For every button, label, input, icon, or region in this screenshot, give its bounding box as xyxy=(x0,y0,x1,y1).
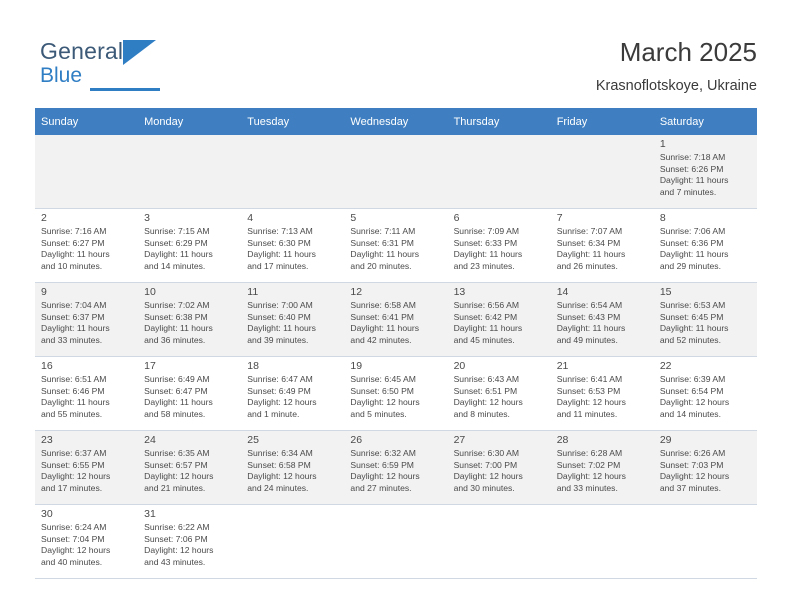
day-info-line: Daylight: 11 hours xyxy=(556,323,626,334)
day-info-line: Sunrise: 7:09 AM xyxy=(453,226,520,236)
day-info-line: Daylight: 12 hours xyxy=(144,471,214,482)
day-info-line: Sunrise: 6:35 AM xyxy=(144,448,210,458)
day-sun-info xyxy=(41,522,134,568)
day-number: 28 xyxy=(556,434,569,446)
day-info-line: Sunset: 6:50 PM xyxy=(350,385,414,396)
day-info-line: Daylight: 11 hours xyxy=(41,397,110,408)
calendar-day-cell[interactable] xyxy=(448,357,551,431)
day-info-line: and 1 minute. xyxy=(247,408,300,419)
calendar-empty-cell xyxy=(344,505,447,579)
calendar-day-cell[interactable] xyxy=(448,283,551,357)
logo-text-general: General xyxy=(40,38,124,64)
day-info-line: Daylight: 11 hours xyxy=(350,249,420,260)
day-sun-info xyxy=(247,226,340,272)
calendar-empty-cell xyxy=(138,135,241,209)
calendar-day-cell[interactable] xyxy=(35,357,138,431)
day-sun-info xyxy=(660,448,753,494)
day-info-line: and 23 minutes. xyxy=(453,260,515,271)
day-info-line: Daylight: 11 hours xyxy=(659,249,729,260)
day-info-line: and 39 minutes. xyxy=(247,334,309,345)
day-info-line: Daylight: 12 hours xyxy=(453,397,523,408)
day-info-line: and 52 minutes. xyxy=(659,334,721,345)
day-number: 6 xyxy=(453,212,460,224)
day-info-line: Daylight: 11 hours xyxy=(659,323,729,334)
day-sun-info xyxy=(454,226,547,272)
day-info-line: Sunset: 6:49 PM xyxy=(247,385,311,396)
day-info-line: Sunrise: 7:18 AM xyxy=(659,152,726,162)
calendar-day-cell[interactable] xyxy=(448,209,551,283)
calendar-empty-cell xyxy=(35,135,138,209)
day-number: 1 xyxy=(659,138,666,150)
calendar-day-cell[interactable] xyxy=(654,357,757,431)
calendar-empty-cell xyxy=(551,135,654,209)
day-info-line: Sunset: 7:06 PM xyxy=(144,533,208,544)
day-sun-info xyxy=(454,300,547,346)
calendar-day-cell[interactable] xyxy=(654,135,757,209)
day-info-line: and 17 minutes. xyxy=(247,260,309,271)
day-info-line: and 29 minutes. xyxy=(659,260,721,271)
day-number: 25 xyxy=(247,434,259,446)
title-block xyxy=(596,36,757,96)
day-info-line: Sunrise: 6:58 AM xyxy=(350,300,416,310)
day-info-line: and 14 minutes. xyxy=(659,408,721,419)
day-info-line: and 24 minutes. xyxy=(247,482,309,493)
day-info-line: Daylight: 12 hours xyxy=(350,397,420,408)
day-info-line: Sunset: 6:40 PM xyxy=(247,311,311,322)
day-info-line: Sunset: 6:46 PM xyxy=(41,385,105,396)
day-info-line: Daylight: 12 hours xyxy=(41,545,111,556)
day-sun-info xyxy=(247,374,340,420)
calendar-day-cell[interactable] xyxy=(551,283,654,357)
day-number: 11 xyxy=(247,286,259,298)
day-info-line: Sunrise: 6:45 AM xyxy=(350,374,416,384)
calendar-week-row xyxy=(35,135,757,209)
day-info-line: and 14 minutes. xyxy=(144,260,206,271)
day-info-line: Sunrise: 6:24 AM xyxy=(41,522,107,532)
day-info-line: and 43 minutes. xyxy=(144,556,206,567)
day-number: 24 xyxy=(144,434,156,446)
day-info-line: Sunrise: 7:07 AM xyxy=(556,226,623,236)
day-info-line: Sunrise: 6:37 AM xyxy=(41,448,107,458)
location-subtitle: Krasnoflotskoye, Ukraine xyxy=(595,78,757,94)
day-info-line: and 20 minutes. xyxy=(350,260,412,271)
page-title: March 2025 xyxy=(619,37,757,67)
day-info-line: Daylight: 11 hours xyxy=(247,323,316,334)
day-number: 7 xyxy=(556,212,563,224)
day-sun-info xyxy=(144,448,237,494)
weekday-header-friday: Friday xyxy=(551,108,654,135)
day-info-line: Sunrise: 7:15 AM xyxy=(144,226,210,236)
weekday-header-thursday: Thursday xyxy=(448,108,551,135)
day-number: 21 xyxy=(556,360,569,372)
day-info-line: and 8 minutes. xyxy=(453,408,510,419)
day-info-line: Daylight: 12 hours xyxy=(144,545,214,556)
day-sun-info xyxy=(660,226,753,272)
calendar-day-cell[interactable] xyxy=(241,357,344,431)
day-info-line: Sunset: 6:29 PM xyxy=(144,237,208,248)
day-number: 4 xyxy=(247,212,254,224)
calendar-empty-cell xyxy=(448,505,551,579)
day-info-line: Sunrise: 7:04 AM xyxy=(41,300,107,310)
day-info-line: Sunset: 6:57 PM xyxy=(144,459,208,470)
day-number: 2 xyxy=(41,212,47,224)
day-sun-info xyxy=(41,300,134,346)
calendar-day-cell[interactable] xyxy=(35,505,138,579)
calendar-day-cell[interactable] xyxy=(138,283,241,357)
day-sun-info xyxy=(660,300,753,346)
calendar-day-cell[interactable] xyxy=(551,431,654,505)
day-info-line: Daylight: 11 hours xyxy=(453,249,523,260)
day-sun-info xyxy=(557,374,650,420)
day-sun-info xyxy=(41,448,134,494)
day-info-line: Sunset: 6:36 PM xyxy=(659,237,724,248)
calendar-day-cell[interactable] xyxy=(654,209,757,283)
day-info-line: Sunset: 6:53 PM xyxy=(556,385,621,396)
day-info-line: Daylight: 11 hours xyxy=(144,397,213,408)
calendar-day-cell[interactable] xyxy=(35,431,138,505)
day-info-line: Daylight: 11 hours xyxy=(144,323,213,334)
day-number: 10 xyxy=(144,286,156,298)
day-number: 19 xyxy=(350,360,363,372)
calendar-day-cell[interactable] xyxy=(138,209,241,283)
day-info-line: and 27 minutes. xyxy=(350,482,412,493)
day-info-line: Sunset: 6:37 PM xyxy=(41,311,105,322)
day-info-line: Sunrise: 6:54 AM xyxy=(556,300,623,310)
day-info-line: Daylight: 12 hours xyxy=(659,397,730,408)
day-info-line: Sunrise: 6:53 AM xyxy=(659,300,726,310)
logo-underline xyxy=(90,88,160,91)
day-number: 26 xyxy=(350,434,363,446)
day-number: 17 xyxy=(144,360,156,372)
calendar-day-cell[interactable] xyxy=(35,209,138,283)
calendar-day-cell[interactable] xyxy=(241,283,344,357)
calendar-day-cell[interactable] xyxy=(344,283,447,357)
day-sun-info xyxy=(350,448,443,494)
day-sun-info xyxy=(660,152,753,198)
day-info-line: and 49 minutes. xyxy=(556,334,618,345)
calendar-day-cell[interactable] xyxy=(344,431,447,505)
calendar-day-cell[interactable] xyxy=(551,357,654,431)
day-info-line: Daylight: 12 hours xyxy=(556,471,626,482)
calendar-day-cell[interactable] xyxy=(241,209,344,283)
calendar-week-row xyxy=(35,357,757,431)
day-number: 3 xyxy=(144,212,150,224)
day-info-line: Sunset: 6:33 PM xyxy=(453,237,518,248)
day-number: 8 xyxy=(659,212,666,224)
weekday-header-monday: Monday xyxy=(138,108,241,135)
day-sun-info xyxy=(660,374,753,420)
day-info-line: Sunset: 6:34 PM xyxy=(556,237,621,248)
calendar-body xyxy=(35,135,757,579)
day-info-line: Sunrise: 7:16 AM xyxy=(41,226,107,236)
day-info-line: and 5 minutes. xyxy=(350,408,407,419)
calendar-empty-cell xyxy=(448,135,551,209)
day-sun-info xyxy=(557,300,650,346)
day-info-line: and 45 minutes. xyxy=(453,334,515,345)
day-info-line: Sunset: 6:27 PM xyxy=(41,237,105,248)
day-info-line: Daylight: 12 hours xyxy=(453,471,523,482)
day-info-line: Daylight: 12 hours xyxy=(659,471,730,482)
day-info-line: Sunset: 6:26 PM xyxy=(659,163,724,174)
day-info-line: Sunset: 7:04 PM xyxy=(41,533,105,544)
day-info-line: Sunset: 6:59 PM xyxy=(350,459,414,470)
day-info-line: Sunrise: 7:13 AM xyxy=(247,226,313,236)
calendar-week-row xyxy=(35,209,757,283)
day-number: 27 xyxy=(453,434,466,446)
day-info-line: Sunrise: 6:22 AM xyxy=(144,522,210,532)
day-sun-info xyxy=(454,374,547,420)
day-info-line: and 11 minutes. xyxy=(556,408,618,419)
day-info-line: and 33 minutes. xyxy=(41,334,103,345)
day-info-line: Sunset: 6:31 PM xyxy=(350,237,414,248)
day-info-line: Sunrise: 6:26 AM xyxy=(659,448,726,458)
day-info-line: Daylight: 11 hours xyxy=(453,323,523,334)
day-sun-info xyxy=(247,448,340,494)
day-info-line: Sunrise: 7:00 AM xyxy=(247,300,313,310)
day-sun-info xyxy=(350,374,443,420)
day-info-line: Daylight: 12 hours xyxy=(247,397,317,408)
day-sun-info xyxy=(454,448,547,494)
day-info-line: Daylight: 12 hours xyxy=(41,471,111,482)
day-info-line: Daylight: 11 hours xyxy=(144,249,213,260)
day-info-line: and 37 minutes. xyxy=(659,482,721,493)
day-number: 13 xyxy=(453,286,466,298)
day-info-line: and 55 minutes. xyxy=(41,408,103,419)
day-info-line: Daylight: 12 hours xyxy=(247,471,317,482)
calendar-week-row xyxy=(35,431,757,505)
day-info-line: Daylight: 11 hours xyxy=(41,249,110,260)
day-info-line: and 17 minutes. xyxy=(41,482,103,493)
day-sun-info xyxy=(557,226,650,272)
day-info-line: Sunrise: 6:32 AM xyxy=(350,448,416,458)
sunrise-sunset-calendar xyxy=(35,108,757,579)
day-sun-info xyxy=(41,226,134,272)
day-info-line: Sunrise: 6:41 AM xyxy=(556,374,623,384)
day-number: 16 xyxy=(41,360,53,372)
day-info-line: and 33 minutes. xyxy=(556,482,618,493)
page-header xyxy=(35,28,757,96)
calendar-day-cell[interactable] xyxy=(551,209,654,283)
calendar-day-cell[interactable] xyxy=(654,283,757,357)
day-number: 20 xyxy=(453,360,466,372)
day-info-line: Daylight: 11 hours xyxy=(659,175,729,186)
day-info-line: Daylight: 12 hours xyxy=(556,397,626,408)
day-info-line: Daylight: 11 hours xyxy=(41,323,110,334)
day-info-line: Sunrise: 6:30 AM xyxy=(453,448,520,458)
weekday-header-wednesday: Wednesday xyxy=(344,108,447,135)
day-info-line: Sunrise: 7:11 AM xyxy=(350,226,416,236)
day-info-line: Sunset: 6:58 PM xyxy=(247,459,311,470)
day-info-line: Sunrise: 6:43 AM xyxy=(453,374,520,384)
day-number: 31 xyxy=(144,508,156,520)
calendar-day-cell[interactable] xyxy=(344,357,447,431)
calendar-week-row xyxy=(35,283,757,357)
day-info-line: Sunrise: 6:47 AM xyxy=(247,374,313,384)
calendar-day-cell[interactable] xyxy=(138,505,241,579)
day-number: 5 xyxy=(350,212,357,224)
day-info-line: Sunrise: 6:49 AM xyxy=(144,374,210,384)
day-sun-info xyxy=(144,522,237,568)
day-info-line: and 26 minutes. xyxy=(556,260,618,271)
day-number: 9 xyxy=(41,286,47,298)
weekday-header-tuesday: Tuesday xyxy=(241,108,344,135)
day-info-line: and 10 minutes. xyxy=(41,260,103,271)
day-info-line: Sunrise: 6:34 AM xyxy=(247,448,313,458)
calendar-empty-cell xyxy=(551,505,654,579)
day-info-line: Sunset: 6:42 PM xyxy=(453,311,518,322)
calendar-empty-cell xyxy=(241,135,344,209)
day-number: 23 xyxy=(41,434,53,446)
day-info-line: Sunrise: 7:06 AM xyxy=(659,226,726,236)
day-info-line: and 30 minutes. xyxy=(453,482,515,493)
day-info-line: Sunset: 6:38 PM xyxy=(144,311,208,322)
day-info-line: and 58 minutes. xyxy=(144,408,206,419)
calendar-day-cell[interactable] xyxy=(241,431,344,505)
day-number: 30 xyxy=(41,508,53,520)
day-info-line: Sunrise: 7:02 AM xyxy=(144,300,210,310)
logo-text-blue: Blue xyxy=(40,64,83,87)
day-sun-info xyxy=(557,448,650,494)
day-sun-info xyxy=(350,226,443,272)
day-info-line: Sunset: 7:02 PM xyxy=(556,459,621,470)
day-info-line: and 7 minutes. xyxy=(659,186,717,197)
day-info-line: Sunset: 6:30 PM xyxy=(247,237,311,248)
day-info-line: and 42 minutes. xyxy=(350,334,412,345)
day-info-line: Sunset: 6:45 PM xyxy=(659,311,724,322)
day-info-line: Sunset: 6:51 PM xyxy=(453,385,518,396)
day-sun-info xyxy=(41,374,134,420)
calendar-day-cell[interactable] xyxy=(138,357,241,431)
weekday-header-sunday: Sunday xyxy=(35,108,138,135)
general-blue-logo xyxy=(40,40,260,96)
day-info-line: Daylight: 11 hours xyxy=(556,249,626,260)
calendar-day-cell[interactable] xyxy=(654,431,757,505)
day-info-line: Sunrise: 6:28 AM xyxy=(556,448,623,458)
day-number: 22 xyxy=(659,360,672,372)
day-number: 15 xyxy=(659,286,672,298)
day-info-line: and 40 minutes. xyxy=(41,556,103,567)
day-info-line: Daylight: 12 hours xyxy=(350,471,420,482)
day-sun-info xyxy=(247,300,340,346)
weekday-header-row xyxy=(35,108,757,135)
day-info-line: Sunset: 6:47 PM xyxy=(144,385,208,396)
day-info-line: Sunset: 7:00 PM xyxy=(453,459,518,470)
weekday-header-saturday: Saturday xyxy=(654,108,757,135)
day-info-line: Daylight: 11 hours xyxy=(247,249,316,260)
day-info-line: Sunrise: 6:39 AM xyxy=(659,374,726,384)
calendar-empty-cell xyxy=(344,135,447,209)
calendar-day-cell[interactable] xyxy=(35,283,138,357)
day-info-line: Sunset: 6:54 PM xyxy=(659,385,724,396)
day-info-line: Sunset: 6:55 PM xyxy=(41,459,105,470)
day-info-line: and 36 minutes. xyxy=(144,334,206,345)
day-number: 12 xyxy=(350,286,363,298)
day-info-line: Sunset: 6:43 PM xyxy=(556,311,621,322)
day-number: 14 xyxy=(556,286,569,298)
day-sun-info xyxy=(144,300,237,346)
day-info-line: Sunrise: 6:56 AM xyxy=(453,300,520,310)
calendar-empty-cell xyxy=(241,505,344,579)
day-number: 18 xyxy=(247,360,259,372)
day-number: 29 xyxy=(659,434,672,446)
logo-triangle-icon xyxy=(123,40,156,65)
day-sun-info xyxy=(144,226,237,272)
calendar-week-row xyxy=(35,505,757,579)
day-info-line: Sunrise: 6:51 AM xyxy=(41,374,107,384)
calendar-day-cell[interactable] xyxy=(344,209,447,283)
day-info-line: Daylight: 11 hours xyxy=(350,323,420,334)
calendar-day-cell[interactable] xyxy=(138,431,241,505)
day-sun-info xyxy=(350,300,443,346)
calendar-empty-cell xyxy=(654,505,757,579)
day-info-line: and 21 minutes. xyxy=(144,482,206,493)
day-info-line: Sunset: 6:41 PM xyxy=(350,311,414,322)
calendar-day-cell[interactable] xyxy=(448,431,551,505)
day-sun-info xyxy=(144,374,237,420)
day-info-line: Sunset: 7:03 PM xyxy=(659,459,724,470)
